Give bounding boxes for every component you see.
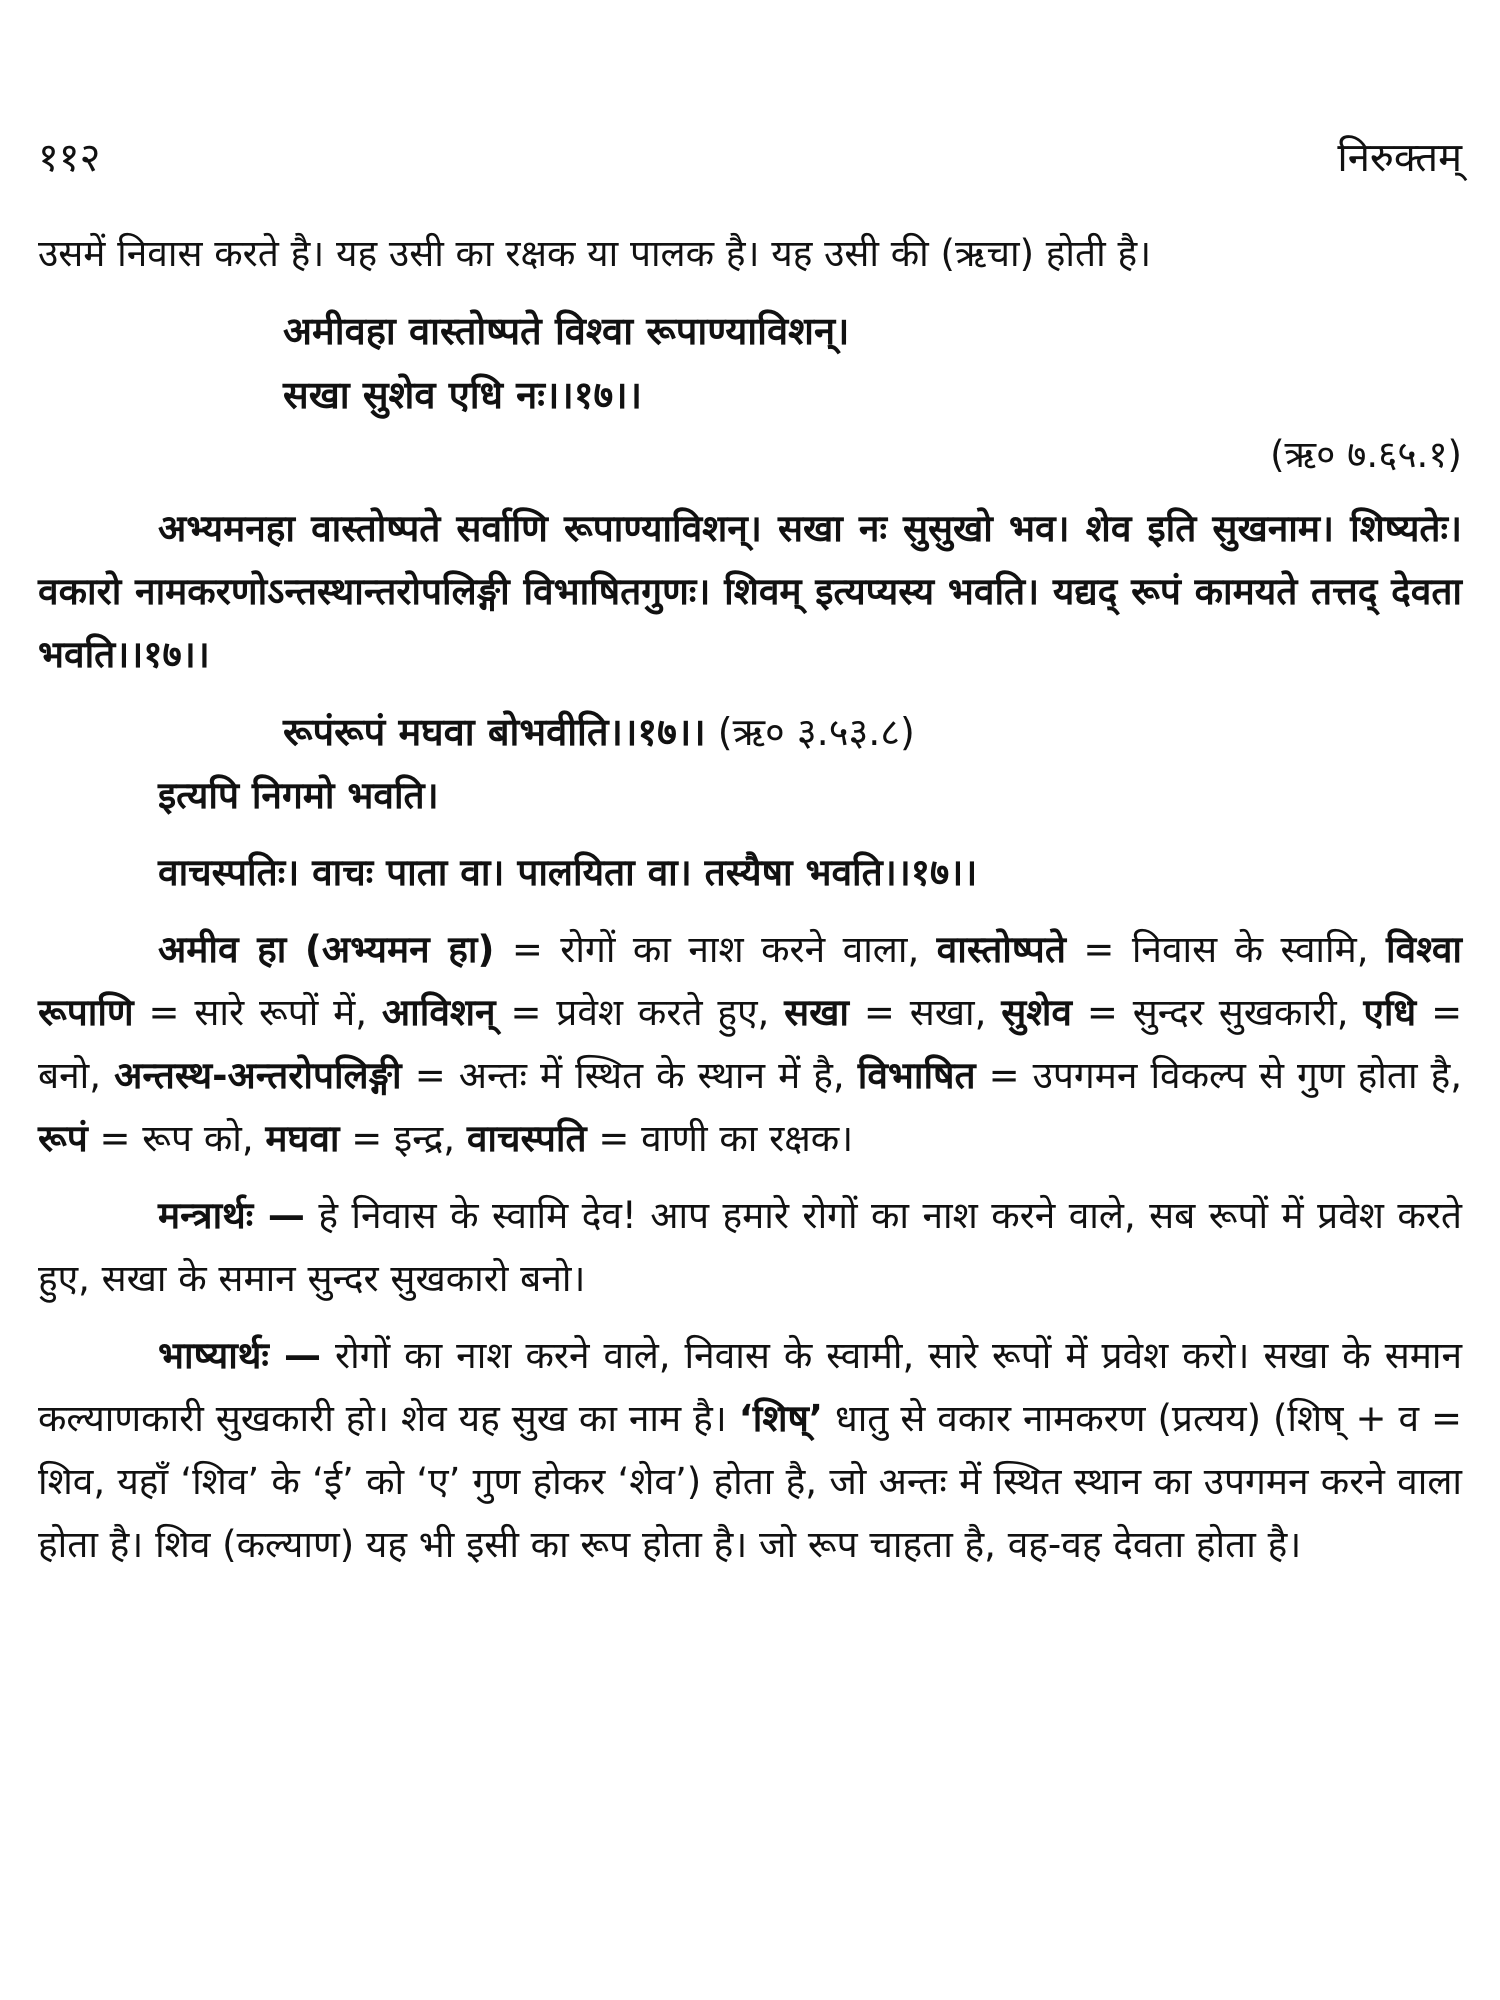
glossary-term: एधि	[1363, 991, 1417, 1034]
glossary-meaning: = बनो,	[38, 991, 1463, 1097]
glossary-meaning: = वाणी का रक्षक।	[598, 1117, 854, 1160]
glossary-term: मघवा	[265, 1117, 340, 1160]
glossary-meaning: = प्रवेश करते हुए,	[510, 991, 770, 1034]
bhashyartha-text-b: धातु से वकार नामकरण (प्रत्यय) (शिष् + व = शिव, यहाँ ‘शिव’ के ‘ई’ को ‘ए’ गुण होकर ‘शेव’) होता है, जो अन्तः में स्थित स्थान का उपगमन करने वाला होता है। शिव (कल्याण) यह भी इसी का रूप होता है। जो रूप चाहता है, वह-वह देवता होता है।	[38, 1397, 1463, 1566]
glossary-term: वास्तोष्पते	[936, 928, 1066, 971]
mantrartha-label: मन्त्रार्थः —	[158, 1194, 305, 1237]
verse-line-2: सखा सुशेव एधि नः।।१७।।	[283, 373, 643, 417]
glossary-term: अमीव हा (अभ्यमन हा)	[158, 928, 495, 971]
bhashyartha-paragraph	[38, 1324, 1462, 1576]
glossary-term: अन्तस्थ-अन्तरोपलिङ्गी	[114, 1054, 402, 1097]
verse-2-reference: (ऋ० ३.५३.८)	[717, 710, 915, 754]
book-title: निरुक्तम्	[1337, 135, 1462, 181]
bhashyartha-text-a: रोगों का नाश करने वाले, निवास के स्वामी, सारे रूपों में प्रवेश करो। सखा के समान कल्याणकारी सुखकारी हो। शेव यह सुख का नाम है।	[38, 1334, 1462, 1440]
glossary-term: विभाषित	[857, 1054, 976, 1097]
nigama-line: इत्यपि निगमो भवति।	[158, 774, 439, 817]
glossary-meaning: = सुन्दर सुखकारी,	[1086, 991, 1349, 1034]
glossary-paragraph	[38, 918, 1462, 1170]
glossary-meaning: = इन्द्र,	[351, 1117, 456, 1160]
glossary-meaning: = निवास के स्वामि,	[1083, 928, 1369, 971]
verse-2-text: रूपंरूपं मघवा बोभवीति।।१७।।	[283, 710, 706, 754]
glossary-term: आविशन्	[381, 991, 496, 1034]
intro-paragraph: उसमें निवास करते है। यह उसी का रक्षक या पालक है। यह उसी की (ऋचा) होती है।	[38, 232, 1152, 275]
bhashya-paragraph: अभ्यमनहा वास्तोष्पते सर्वाणि रूपाण्याविशन्। सखा नः सुसुखो भव। शेव इति सुखनाम। शिष्यतेः। वकारो नामकरणोऽन्तस्थान्तरोपलिङ्गी विभाषितगुणः। शिवम् इत्यप्यस्य भवति। यद्यद् रूपं कामयते तत्तद् देवता भवति।।१७।।	[38, 507, 1462, 676]
glossary-term: सखा	[784, 991, 850, 1034]
glossary-term: रूपं	[38, 1117, 88, 1160]
glossary-meaning: = अन्तः में स्थित के स्थान में है,	[414, 1054, 845, 1097]
verse-2-line	[38, 700, 1462, 764]
glossary-meaning: = उपगमन विकल्प से गुण होता है,	[988, 1054, 1462, 1097]
page-header	[38, 128, 1462, 188]
verse-line-1: अमीवहा वास्तोष्पते विश्वा रूपाण्याविशन्।	[283, 309, 850, 353]
verse-reference: (ऋ० ७.६५.१)	[1270, 433, 1462, 476]
glossary-meaning: = रूप को,	[99, 1117, 254, 1160]
page-body	[38, 222, 1462, 1576]
bhashyartha-label: भाष्यार्थः —	[158, 1334, 322, 1377]
glossary-term: वाचस्पति	[466, 1117, 587, 1160]
vachaspati-line: वाचस्पतिः। वाचः पाता वा। पालयिता वा। तस्यैषा भवति।।१७।।	[158, 851, 978, 894]
bhashyartha-term: ‘शिष्’	[738, 1397, 823, 1440]
glossary-term: सुशेव	[1001, 991, 1072, 1034]
mantrartha-paragraph	[38, 1184, 1462, 1310]
glossary-meaning: = सखा,	[863, 991, 987, 1034]
glossary-meaning: = सारे रूपों में,	[148, 991, 368, 1034]
mantrartha-text: हे निवास के स्वामि देव! आप हमारे रोगों का नाश करने वाले, सब रूपों में प्रवेश करते हुए, सखा के समान सुन्दर सुखकारो बनो।	[38, 1194, 1463, 1300]
glossary-term: विश्वा रूपाणि	[38, 928, 1463, 1034]
page-number: ११२	[38, 135, 101, 181]
glossary-meaning: = रोगों का नाश करने वाला,	[511, 928, 920, 971]
